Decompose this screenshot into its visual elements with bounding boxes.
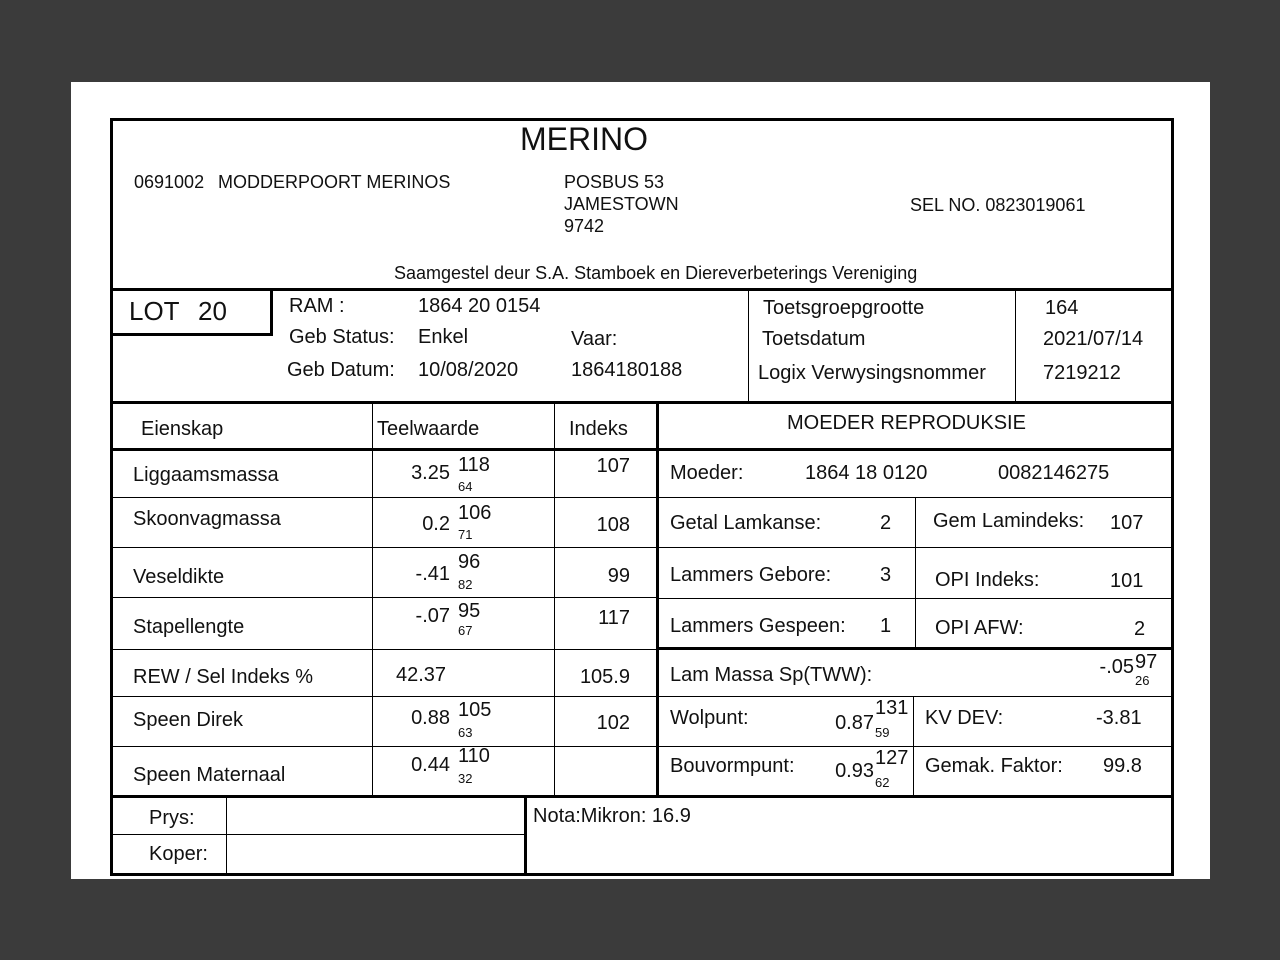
- row-line-1: [112, 497, 1172, 498]
- tww-label: Lam Massa Sp(TWW):: [670, 664, 873, 686]
- trait-accuracy-sup: 110: [458, 745, 490, 767]
- row-line-5: [112, 696, 1172, 697]
- trait-accuracy-sub: 63: [458, 725, 473, 740]
- col-divider-1: [372, 403, 373, 796]
- trait-index: 105.9: [579, 666, 630, 688]
- logix-ref-label: Logix Verwysingsnommer: [758, 362, 986, 384]
- trait-accuracy-sup: 105: [458, 699, 492, 721]
- conformation-score-label: Bouvormpunt:: [670, 755, 795, 777]
- lamb-chances-value: 2: [880, 512, 892, 534]
- wool-score-value: 0.87: [835, 712, 874, 734]
- footer-note-divider: [524, 797, 527, 875]
- buyer-label: Koper:: [149, 843, 208, 865]
- test-group-size-value: 164: [1045, 297, 1079, 319]
- wool-score-sup: 131: [875, 697, 909, 719]
- trait-accuracy-sup: 106: [458, 502, 492, 524]
- trait-accuracy-sup: 118: [458, 454, 490, 476]
- lambs-weaned-value: 1: [880, 615, 892, 637]
- lot-box-right: [270, 288, 273, 336]
- lot-box-bottom: [110, 333, 273, 336]
- trait-accuracy-sub: 67: [458, 623, 473, 638]
- dam-code: 0082146275: [998, 462, 1110, 484]
- trait-index: 108: [596, 514, 630, 536]
- col-divider-3: [656, 403, 659, 796]
- footer-label-divider: [226, 797, 227, 875]
- logix-ref-value: 7219212: [1043, 362, 1121, 384]
- header-index: Indeks: [569, 418, 628, 440]
- opi-dev-label: OPI AFW:: [935, 617, 1024, 639]
- dam-id: 1864 18 0120: [805, 462, 928, 484]
- row-line-6: [112, 746, 1172, 747]
- dam-reproduction-heading: MOEDER REPRODUKSIE: [787, 412, 1026, 434]
- trait-value: 0.2: [422, 513, 450, 535]
- address-line-1: POSBUS 53: [564, 172, 665, 192]
- opi-index-label: OPI Indeks:: [935, 569, 1040, 591]
- trait-name: Veseldikte: [133, 566, 225, 588]
- trait-name: REW / Sel Indeks %: [133, 666, 314, 688]
- divider-table-head: [110, 448, 1174, 451]
- header-breeding-value: Teelwaarde: [377, 418, 480, 440]
- trait-index: 102: [596, 712, 630, 734]
- test-date-value: 2021/07/14: [1043, 328, 1144, 350]
- avg-lamb-index-label: Gem Lamindeks:: [933, 510, 1085, 532]
- tww-accuracy-sub: 26: [1135, 673, 1150, 688]
- address-line-3: 9742: [564, 216, 605, 236]
- conformation-score-value: 0.93: [835, 760, 874, 782]
- birth-date-label: Geb Datum:: [287, 359, 395, 381]
- birth-date-value: 10/08/2020: [418, 359, 519, 381]
- trait-accuracy-sub: 82: [458, 577, 473, 592]
- lambs-born-value: 3: [880, 564, 892, 586]
- trait-accuracy-sub: 32: [458, 771, 473, 786]
- trait-index: 99: [607, 565, 630, 587]
- border-bottom: [110, 873, 1174, 876]
- col-divider-2: [554, 403, 555, 796]
- price-label: Prys:: [149, 807, 195, 829]
- owner-code: 0691002: [134, 172, 205, 192]
- sire-value: 1864180188: [571, 359, 683, 381]
- ease-factor-value: 99.8: [1103, 755, 1142, 777]
- address-line-2: JAMESTOWN: [564, 194, 679, 214]
- dam-col-divider-a: [915, 498, 916, 648]
- trait-value: 0.44: [411, 754, 450, 776]
- trait-index: 107: [596, 455, 630, 477]
- sel-number: SEL NO. 0823019061: [910, 195, 1086, 215]
- conformation-score-sup: 127: [875, 747, 909, 769]
- footer-row-line: [112, 834, 525, 835]
- trait-name: Skoonvagmassa: [133, 508, 281, 530]
- breed-title: MERINO: [520, 121, 648, 157]
- owner-name: MODDERPOORT MERINOS: [218, 172, 451, 192]
- tww-accuracy-sup: 97: [1135, 651, 1158, 673]
- birth-status-value: Enkel: [418, 326, 469, 348]
- ram-label: RAM :: [289, 295, 345, 317]
- trait-index: 117: [598, 607, 630, 629]
- row-line-3b: [658, 598, 1172, 599]
- header-trait: Eienskap: [141, 418, 224, 440]
- lot-number: 20: [198, 296, 227, 326]
- trait-value: 42.37: [396, 664, 447, 686]
- row-line-2: [112, 547, 1172, 548]
- trait-accuracy-sup: 95: [458, 600, 481, 622]
- trait-name: Speen Maternaal: [133, 764, 286, 786]
- wool-score-label: Wolpunt:: [670, 707, 749, 729]
- divider-footer: [110, 795, 1174, 798]
- opi-dev-value: 2: [1134, 618, 1146, 640]
- opi-index-value: 101: [1110, 570, 1144, 592]
- compiled-by: Saamgestel deur S.A. Stamboek en Diereverbeterings Vereniging: [394, 263, 918, 283]
- lot-label: LOT: [129, 296, 180, 326]
- avg-lamb-index-value: 107: [1110, 512, 1144, 534]
- lamb-chances-label: Getal Lamkanse:: [670, 512, 822, 534]
- wool-score-sub: 59: [875, 725, 890, 740]
- trait-value: -.07: [415, 605, 450, 627]
- dam-label: Moeder:: [670, 462, 744, 484]
- birth-status-label: Geb Status:: [289, 326, 395, 348]
- row-line-4a: [112, 649, 658, 650]
- trait-value: -.41: [415, 563, 450, 585]
- trait-value: 0.88: [411, 707, 450, 729]
- trait-name: Stapellengte: [133, 616, 245, 638]
- ease-factor-label: Gemak. Faktor:: [925, 755, 1063, 777]
- sire-label: Vaar:: [571, 328, 618, 350]
- trait-value: 3.25: [411, 462, 450, 484]
- test-date-label: Toetsdatum: [762, 328, 866, 350]
- trait-accuracy-sub: 64: [458, 479, 473, 494]
- trait-name: Liggaamsmassa: [133, 464, 279, 486]
- trait-name: Speen Direk: [133, 709, 244, 731]
- trait-accuracy-sup: 96: [458, 551, 481, 573]
- lambs-weaned-label: Lammers Gespeen:: [670, 615, 846, 637]
- conformation-score-sub: 62: [875, 775, 890, 790]
- lambs-born-label: Lammers Gebore:: [670, 564, 832, 586]
- kv-dev-value: -3.81: [1096, 707, 1142, 729]
- tww-value: -.05: [1099, 656, 1134, 678]
- ram-test-divider: [748, 290, 749, 402]
- kv-dev-label: KV DEV:: [925, 707, 1004, 729]
- trait-accuracy-sub: 71: [458, 527, 473, 542]
- row-line-4b: [656, 647, 1174, 650]
- test-value-divider: [1015, 290, 1016, 402]
- row-line-3a: [112, 597, 658, 598]
- note-micron: Nota:Mikron: 16.9: [533, 805, 691, 827]
- test-group-size-label: Toetsgroepgrootte: [763, 297, 925, 319]
- ram-value: 1864 20 0154: [418, 295, 541, 317]
